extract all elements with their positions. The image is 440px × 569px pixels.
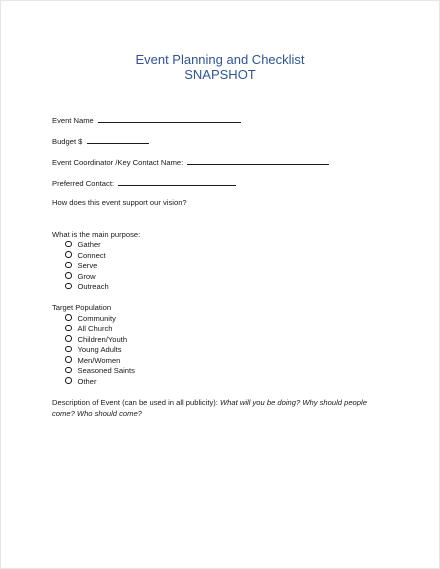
radio-circle-icon[interactable] [65,335,72,342]
purpose-option-connect[interactable] [65,251,106,261]
option-label: Other [77,376,97,386]
option-label: Seasoned Saints [77,366,135,375]
target-heading: Target Population [52,303,112,312]
radio-circle-icon[interactable] [65,356,72,363]
option-label: Grow [77,271,96,281]
target-option-men-women[interactable] [65,356,120,366]
purpose-option-serve[interactable] [65,261,97,271]
target-option-young-adults[interactable] [65,345,122,355]
description-prompt: What will you be doing? Why should people [220,398,367,407]
purpose-option-outreach[interactable] [65,282,109,292]
description-row-1 [52,398,367,408]
event-name-field[interactable] [98,114,241,123]
event-name-row [52,114,241,126]
purpose-heading: What is the main purpose: [52,230,141,239]
option-label: All Church [77,324,113,333]
target-option-children-youth[interactable] [65,335,127,345]
option-label: Serve [77,261,98,270]
preferred-contact-row [52,177,236,189]
target-option-other[interactable] [65,377,97,387]
option-label: Men/Women [77,355,121,365]
radio-circle-icon[interactable] [65,325,72,332]
radio-circle-icon[interactable] [65,262,72,269]
description-label: Description of Event (can be used in all publicity): [52,398,218,407]
budget-row [52,135,149,147]
description-prompt-continued: come? Who should come? [52,408,142,418]
purpose-option-gather[interactable] [65,240,101,250]
coordinator-field[interactable] [187,156,329,165]
option-label: Gather [77,240,101,249]
preferred-contact-label: Preferred Contact: [52,179,115,188]
vision-question: How does this event support our vision? [52,198,187,207]
target-option-community[interactable] [65,314,116,324]
radio-circle-icon[interactable] [65,283,72,290]
radio-circle-icon[interactable] [65,367,72,374]
radio-circle-icon[interactable] [65,251,72,258]
option-label: Young Adults [77,345,122,354]
target-option-seasoned-saints[interactable] [65,366,135,376]
radio-circle-icon[interactable] [65,272,72,279]
radio-circle-icon[interactable] [65,314,72,321]
radio-circle-icon[interactable] [65,377,72,384]
option-label: Connect [77,250,106,260]
target-option-all-church[interactable] [65,324,113,334]
purpose-option-grow[interactable] [65,272,96,282]
coordinator-row [52,156,329,168]
option-label: Community [77,313,116,323]
coordinator-label: Event Coordinator /Key Contact Name: [52,158,184,167]
budget-label: Budget $ [52,137,83,146]
document-title: Event Planning and Checklist [135,52,305,67]
option-label: Children/Youth [77,334,128,344]
document-subtitle: SNAPSHOT [184,67,256,82]
event-name-label: Event Name [52,116,94,125]
budget-field[interactable] [87,135,149,144]
preferred-contact-field[interactable] [118,177,236,186]
option-label: Outreach [77,282,109,291]
radio-circle-icon[interactable] [65,241,72,248]
radio-circle-icon[interactable] [65,346,72,353]
